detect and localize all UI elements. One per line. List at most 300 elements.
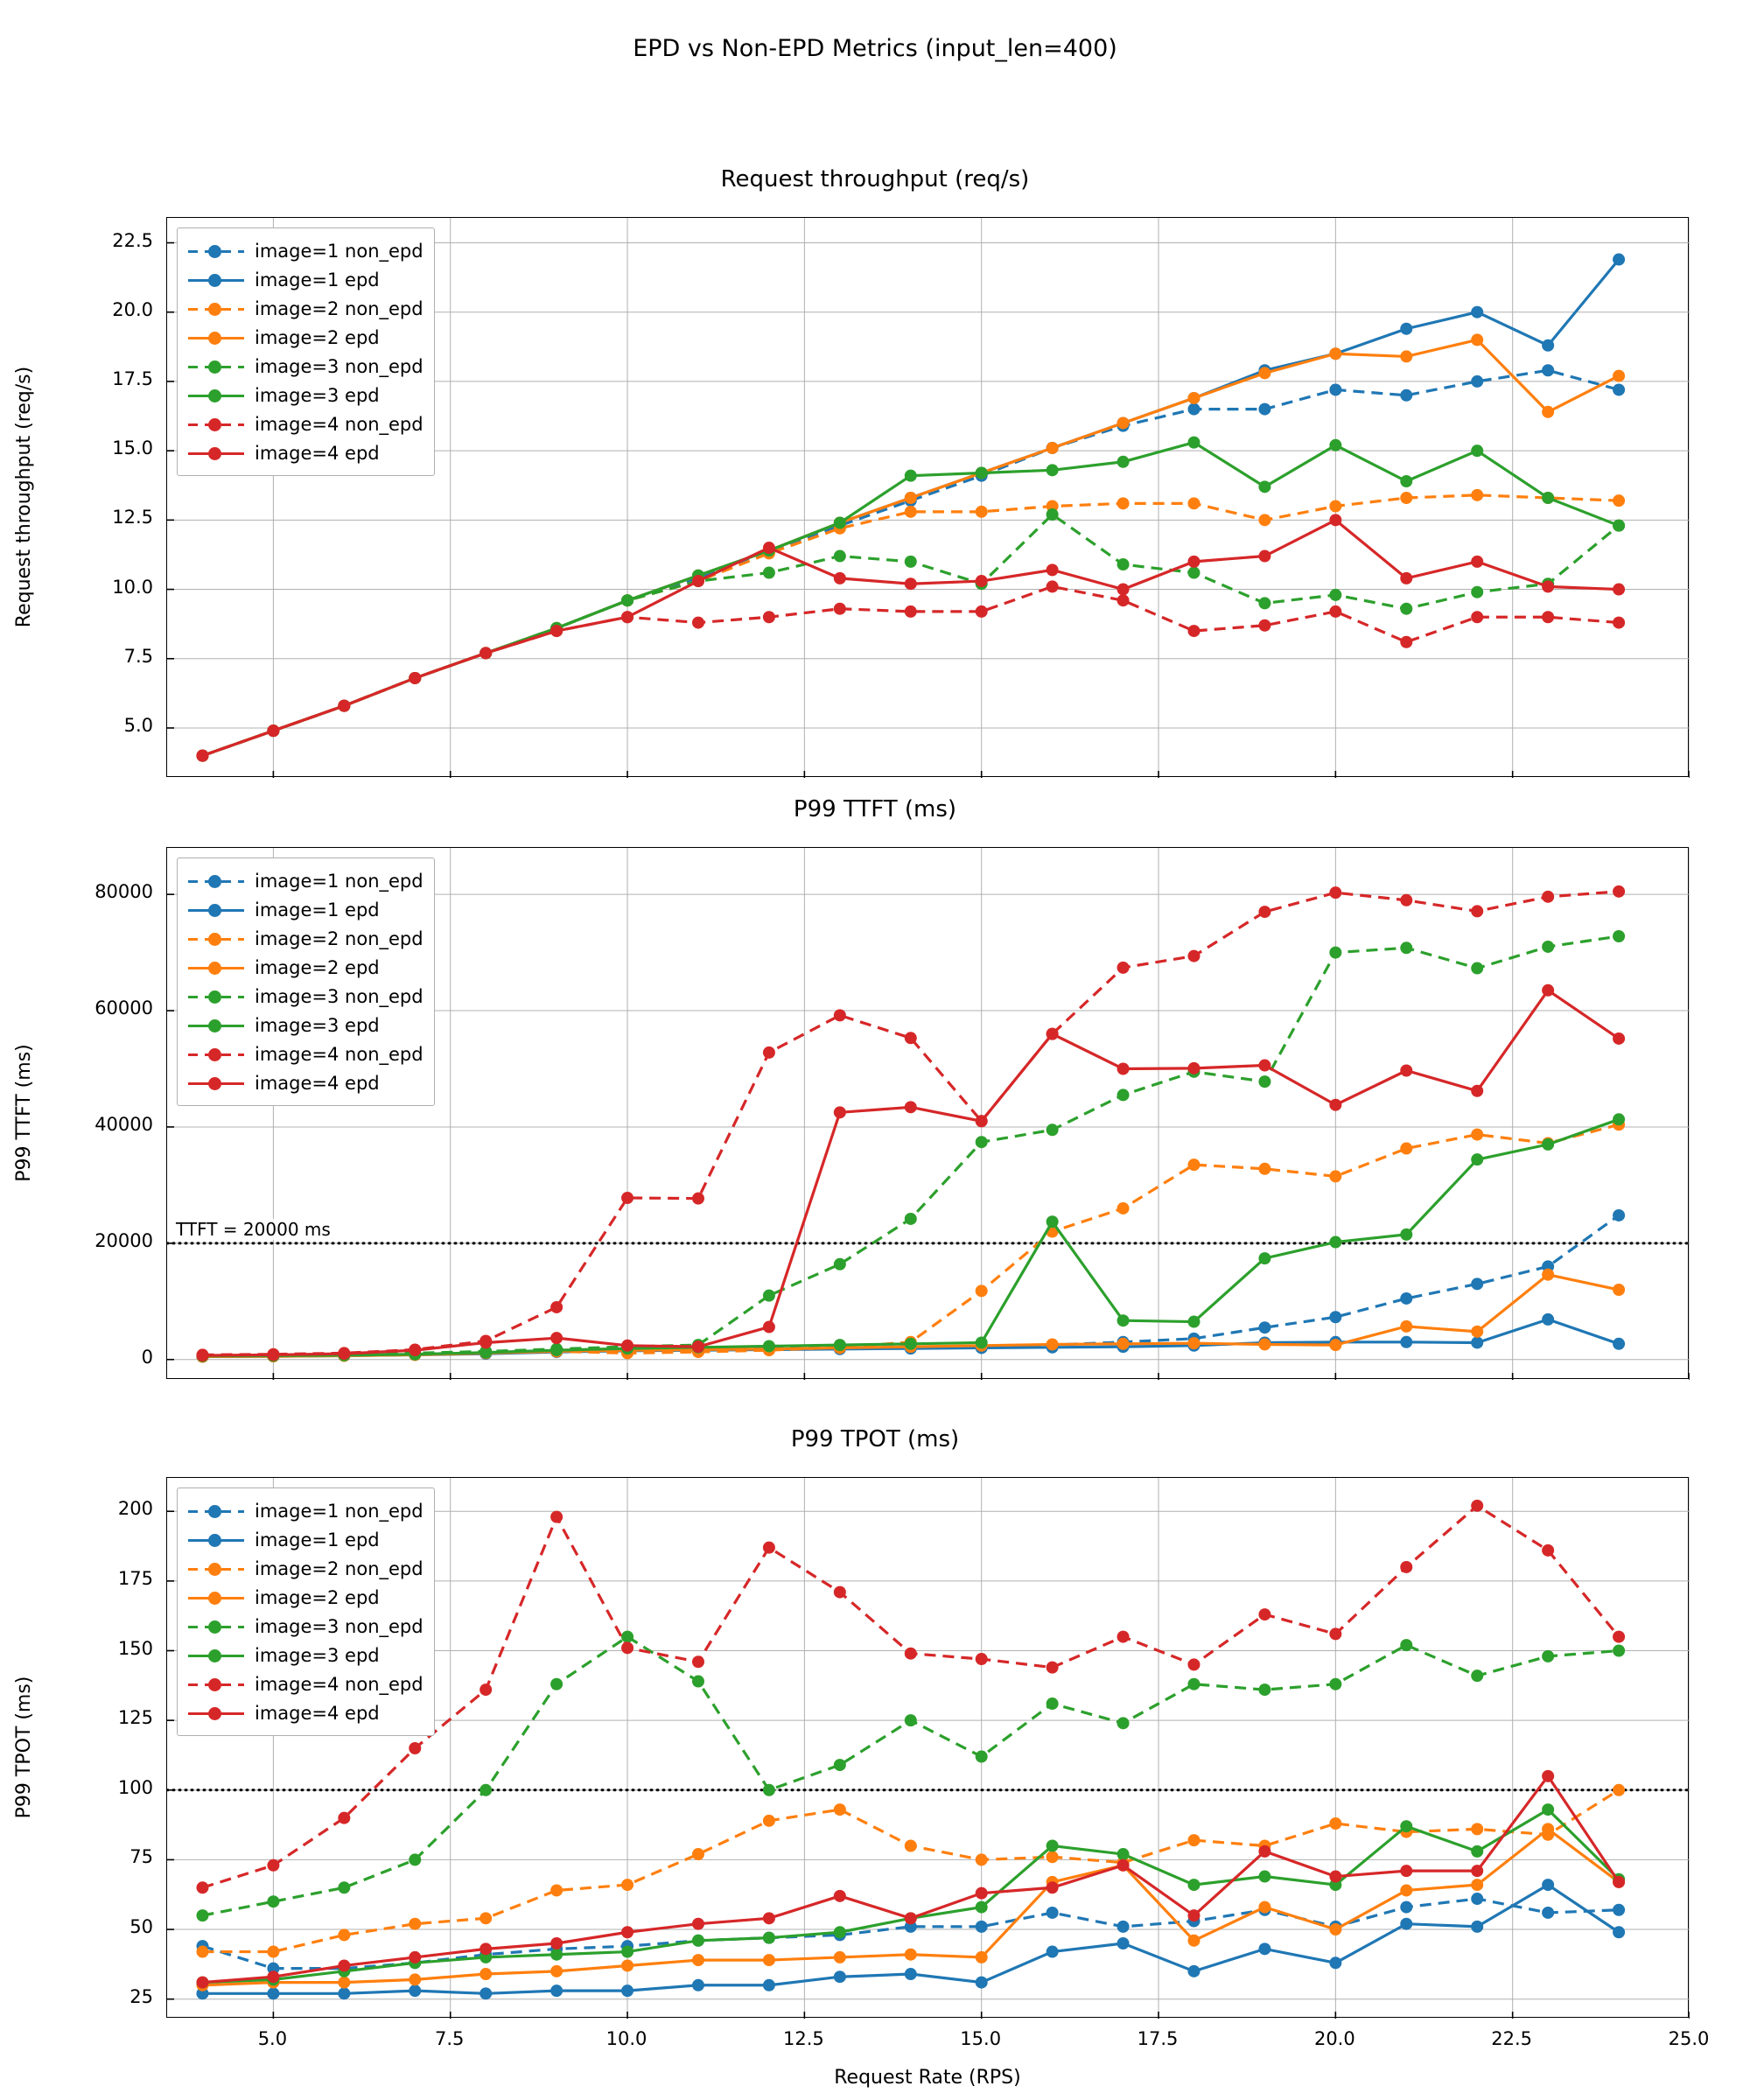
series-marker bbox=[480, 1784, 492, 1796]
series-marker bbox=[1117, 1937, 1130, 1950]
y-tick-label: 22.5 bbox=[112, 229, 153, 251]
series-marker bbox=[976, 1853, 988, 1866]
series-marker bbox=[834, 1803, 846, 1816]
series-marker bbox=[1613, 886, 1625, 898]
series-line bbox=[202, 495, 1619, 756]
legend-0 bbox=[177, 228, 435, 476]
series-marker bbox=[1117, 962, 1130, 974]
series-marker bbox=[1187, 392, 1200, 404]
series-marker bbox=[621, 1642, 634, 1654]
series-marker bbox=[976, 1751, 988, 1763]
series-marker bbox=[1613, 584, 1625, 596]
series-marker bbox=[1542, 1269, 1554, 1281]
y-tick-label: 20.0 bbox=[112, 298, 153, 320]
series-marker bbox=[976, 1653, 988, 1665]
legend-item[interactable] bbox=[188, 1040, 424, 1068]
series-marker bbox=[1471, 1879, 1483, 1891]
legend-item[interactable] bbox=[188, 1583, 424, 1612]
series-marker bbox=[905, 506, 917, 518]
legend-swatch bbox=[188, 1675, 244, 1694]
y-tick-label: 100 bbox=[117, 1776, 153, 1798]
series-marker bbox=[976, 1921, 988, 1933]
series-marker bbox=[905, 470, 917, 482]
series-marker bbox=[409, 1853, 421, 1866]
y-tick-label: 40000 bbox=[94, 1113, 153, 1135]
series-marker bbox=[1329, 1817, 1341, 1830]
series-marker bbox=[409, 1951, 421, 1964]
series-marker bbox=[1117, 1314, 1130, 1326]
legend-item[interactable] bbox=[188, 1068, 424, 1097]
legend-swatch bbox=[188, 386, 244, 405]
legend-item[interactable] bbox=[188, 1011, 424, 1040]
legend-item[interactable] bbox=[188, 236, 424, 265]
series-marker bbox=[1258, 1338, 1270, 1350]
legend-item[interactable] bbox=[188, 294, 424, 323]
series-marker bbox=[1471, 1153, 1483, 1166]
x-tick-label: 5.0 bbox=[257, 2028, 288, 2049]
legend-item[interactable] bbox=[188, 953, 424, 982]
series-marker bbox=[692, 1656, 704, 1668]
series-marker bbox=[1471, 444, 1483, 457]
legend-item[interactable] bbox=[188, 1641, 424, 1670]
series-marker bbox=[267, 1946, 279, 1958]
series-marker bbox=[409, 1742, 421, 1754]
series-marker bbox=[905, 1213, 917, 1225]
series-marker bbox=[905, 1949, 917, 1961]
series-marker bbox=[1542, 340, 1554, 352]
series-marker bbox=[1542, 1770, 1554, 1782]
series-marker bbox=[196, 1946, 208, 1958]
series-marker bbox=[1117, 1202, 1130, 1214]
series-marker bbox=[692, 1979, 704, 1992]
series-marker bbox=[976, 1901, 988, 1914]
series-marker bbox=[1400, 475, 1412, 487]
series-marker bbox=[976, 1136, 988, 1148]
series-marker bbox=[1329, 589, 1341, 601]
series-marker bbox=[1400, 1561, 1412, 1573]
legend-item[interactable] bbox=[188, 1698, 424, 1727]
series-marker bbox=[480, 647, 492, 659]
series-marker bbox=[1613, 930, 1625, 942]
series-marker bbox=[1187, 1337, 1200, 1349]
series-marker bbox=[1542, 1907, 1554, 1919]
series-marker bbox=[1329, 1099, 1341, 1111]
legend-1 bbox=[177, 858, 435, 1106]
series-marker bbox=[621, 1631, 634, 1643]
legend-swatch bbox=[188, 987, 244, 1006]
series-marker bbox=[834, 1339, 846, 1351]
legend-swatch bbox=[188, 444, 244, 463]
panel-title-2: P99 TPOT (ms) bbox=[790, 1426, 960, 1452]
legend-label: image=1 non_epd bbox=[255, 240, 424, 262]
series-marker bbox=[1046, 1215, 1059, 1228]
series-marker bbox=[1400, 1884, 1412, 1896]
series-marker bbox=[1329, 500, 1341, 513]
series-marker bbox=[1329, 347, 1341, 360]
series-marker bbox=[1471, 1336, 1483, 1348]
legend-swatch bbox=[188, 415, 244, 434]
series-marker bbox=[550, 1937, 563, 1950]
legend-label: image=1 epd bbox=[255, 269, 380, 290]
series-marker bbox=[692, 1848, 704, 1860]
series-marker bbox=[1046, 1907, 1059, 1919]
series-marker bbox=[1613, 1032, 1625, 1045]
series-marker bbox=[1187, 1935, 1200, 1947]
series-marker bbox=[1187, 437, 1200, 449]
series-marker bbox=[834, 1970, 846, 1983]
series-marker bbox=[1542, 1138, 1554, 1151]
series-marker bbox=[1046, 1881, 1059, 1894]
series-marker bbox=[1400, 350, 1412, 362]
series-marker bbox=[550, 1678, 563, 1690]
legend-swatch bbox=[188, 1617, 244, 1636]
series-marker bbox=[1117, 1848, 1130, 1860]
series-marker bbox=[1400, 1336, 1412, 1348]
series-marker bbox=[1542, 611, 1554, 623]
legend-item[interactable] bbox=[188, 1554, 424, 1583]
legend-label: image=2 non_epd bbox=[255, 1558, 424, 1579]
series-marker bbox=[1613, 383, 1625, 396]
legend-item[interactable] bbox=[188, 924, 424, 953]
series-marker bbox=[834, 1951, 846, 1964]
y-tick-label: 0 bbox=[141, 1346, 153, 1368]
legend-item[interactable] bbox=[188, 895, 424, 924]
legend-item[interactable] bbox=[188, 866, 424, 895]
legend-item[interactable] bbox=[188, 1496, 424, 1525]
legend-label: image=1 non_epd bbox=[255, 870, 424, 892]
series-marker bbox=[1046, 1338, 1059, 1350]
x-tick-label: 17.5 bbox=[1137, 2028, 1179, 2049]
series-marker bbox=[1542, 1803, 1554, 1816]
y-tick-label: 200 bbox=[117, 1498, 153, 1520]
series-marker bbox=[1258, 1901, 1270, 1914]
series-marker bbox=[1258, 1608, 1270, 1620]
y-tick-label: 75 bbox=[130, 1846, 153, 1868]
series-marker bbox=[976, 1336, 988, 1348]
series-marker bbox=[834, 1586, 846, 1599]
series-marker bbox=[692, 1918, 704, 1930]
legend-label: image=1 non_epd bbox=[255, 1500, 424, 1522]
y-tick-label: 60000 bbox=[94, 998, 153, 1019]
x-tick-label: 25.0 bbox=[1668, 2028, 1710, 2049]
series-marker bbox=[409, 1984, 421, 1997]
series-marker bbox=[1329, 1923, 1341, 1936]
legend-label: image=2 non_epd bbox=[255, 928, 424, 949]
legend-item[interactable] bbox=[188, 438, 424, 467]
series-marker bbox=[763, 1979, 775, 1992]
x-tick-label: 7.5 bbox=[435, 2028, 465, 2049]
series-marker bbox=[1187, 1965, 1200, 1978]
legend-swatch bbox=[188, 958, 244, 977]
series-marker bbox=[409, 1973, 421, 1985]
series-marker bbox=[1613, 1784, 1625, 1796]
series-marker bbox=[1258, 1060, 1270, 1072]
legend-label: image=4 non_epd bbox=[255, 1043, 424, 1065]
series-marker bbox=[267, 1895, 279, 1908]
series-marker bbox=[1258, 597, 1270, 609]
series-marker bbox=[1258, 1942, 1270, 1955]
series-marker bbox=[1471, 1085, 1483, 1097]
series-marker bbox=[1400, 1143, 1412, 1155]
series-marker bbox=[1258, 1163, 1270, 1175]
legend-label: image=3 epd bbox=[255, 384, 380, 406]
series-marker bbox=[1471, 333, 1483, 346]
series-marker bbox=[692, 1676, 704, 1688]
series-marker bbox=[1613, 1645, 1625, 1657]
series-line bbox=[202, 443, 1619, 756]
series-marker bbox=[550, 1511, 563, 1523]
series-marker bbox=[621, 1946, 634, 1958]
series-marker bbox=[834, 1106, 846, 1118]
series-marker bbox=[976, 1977, 988, 1989]
legend-item[interactable] bbox=[188, 381, 424, 410]
series-marker bbox=[905, 1968, 917, 1980]
series-marker bbox=[480, 1968, 492, 1980]
series-marker bbox=[976, 575, 988, 587]
series-marker bbox=[1258, 906, 1270, 918]
series-marker bbox=[1258, 1252, 1270, 1264]
y-tick-label: 150 bbox=[117, 1637, 153, 1659]
series-marker bbox=[196, 1881, 208, 1894]
series-marker bbox=[267, 1348, 279, 1361]
series-marker bbox=[1187, 403, 1200, 416]
legend-item[interactable] bbox=[188, 323, 424, 352]
series-marker bbox=[834, 1890, 846, 1902]
series-marker bbox=[1471, 556, 1483, 568]
series-marker bbox=[1258, 1684, 1270, 1696]
series-marker bbox=[1187, 556, 1200, 568]
panel-title-1: P99 TTFT (ms) bbox=[793, 796, 957, 822]
series-marker bbox=[1400, 1918, 1412, 1930]
series-marker bbox=[1471, 1921, 1483, 1933]
series-marker bbox=[763, 1321, 775, 1334]
series-marker bbox=[905, 578, 917, 590]
series-marker bbox=[1046, 564, 1059, 576]
y-tick-label: 17.5 bbox=[112, 368, 153, 389]
series-marker bbox=[338, 700, 350, 712]
series-marker bbox=[1117, 1088, 1130, 1101]
legend-item[interactable] bbox=[188, 982, 424, 1011]
series-marker bbox=[550, 1949, 563, 1961]
series-marker bbox=[338, 1881, 350, 1894]
series-marker bbox=[905, 1648, 917, 1660]
series-marker bbox=[550, 1965, 563, 1978]
series-marker bbox=[1471, 306, 1483, 318]
series-marker bbox=[267, 1859, 279, 1872]
series-marker bbox=[1613, 254, 1625, 266]
series-marker bbox=[1613, 370, 1625, 382]
series-marker bbox=[621, 1984, 634, 1997]
series-marker bbox=[1329, 1678, 1341, 1690]
series-marker bbox=[1117, 1859, 1130, 1872]
legend-label: image=2 non_epd bbox=[255, 298, 424, 319]
series-marker bbox=[1400, 492, 1412, 504]
series-marker bbox=[196, 1909, 208, 1922]
legend-label: image=1 epd bbox=[255, 1529, 380, 1550]
series-marker bbox=[1046, 1124, 1059, 1136]
legend-label: image=3 non_epd bbox=[255, 1615, 424, 1637]
legend-item[interactable] bbox=[188, 1525, 424, 1554]
series-marker bbox=[1187, 567, 1200, 579]
y-tick-label: 10.0 bbox=[112, 576, 153, 598]
series-marker bbox=[763, 1340, 775, 1352]
series-marker bbox=[976, 1887, 988, 1900]
legend-swatch bbox=[188, 357, 244, 376]
series-marker bbox=[905, 556, 917, 568]
series-marker bbox=[1329, 886, 1341, 899]
legend-label: image=3 epd bbox=[255, 1644, 380, 1666]
series-marker bbox=[1400, 323, 1412, 335]
series-marker bbox=[338, 1977, 350, 1989]
legend-swatch bbox=[188, 929, 244, 948]
legend-item[interactable] bbox=[188, 352, 424, 381]
series-marker bbox=[1187, 950, 1200, 962]
series-marker bbox=[1046, 1698, 1059, 1710]
series-marker bbox=[550, 1332, 563, 1344]
series-marker bbox=[1613, 1338, 1625, 1350]
series-marker bbox=[763, 542, 775, 554]
series-marker bbox=[905, 1032, 917, 1044]
series-marker bbox=[1613, 1209, 1625, 1222]
series-marker bbox=[1471, 1865, 1483, 1877]
legend-item[interactable] bbox=[188, 1670, 424, 1698]
legend-label: image=4 epd bbox=[255, 1702, 380, 1724]
series-marker bbox=[480, 1684, 492, 1696]
series-marker bbox=[1471, 905, 1483, 917]
series-marker bbox=[1329, 1871, 1341, 1883]
series-marker bbox=[1258, 403, 1270, 416]
series-marker bbox=[480, 1336, 492, 1348]
series-marker bbox=[692, 1935, 704, 1947]
panel-title-0: Request throughput (req/s) bbox=[720, 166, 1030, 192]
series-marker bbox=[1471, 586, 1483, 598]
series-marker bbox=[1117, 1063, 1130, 1075]
series-marker bbox=[1258, 367, 1270, 379]
x-tick-label: 12.5 bbox=[782, 2028, 824, 2049]
series-marker bbox=[1117, 1338, 1130, 1350]
y-tick-label: 20000 bbox=[94, 1229, 153, 1251]
series-marker bbox=[1400, 1901, 1412, 1914]
series-marker bbox=[1542, 1544, 1554, 1557]
series-marker bbox=[1542, 1313, 1554, 1326]
y-tick-label: 175 bbox=[117, 1567, 153, 1589]
x-axis-label: Request Rate (RPS) bbox=[834, 2067, 1021, 2089]
series-marker bbox=[621, 594, 634, 606]
series-marker bbox=[550, 1344, 563, 1356]
series-marker bbox=[338, 1928, 350, 1941]
legend-swatch bbox=[188, 1074, 244, 1093]
series-marker bbox=[1117, 558, 1130, 570]
series-marker bbox=[1471, 611, 1483, 623]
series-marker bbox=[834, 603, 846, 615]
series-marker bbox=[763, 1954, 775, 1966]
series-marker bbox=[550, 1984, 563, 1997]
series-marker bbox=[692, 1340, 704, 1353]
series-marker bbox=[1542, 406, 1554, 418]
series-marker bbox=[763, 1542, 775, 1554]
series-marker bbox=[1400, 1865, 1412, 1877]
series-line bbox=[202, 514, 1619, 756]
series-marker bbox=[1400, 942, 1412, 954]
series-marker bbox=[763, 1815, 775, 1827]
series-marker bbox=[905, 606, 917, 618]
legend-label: image=4 epd bbox=[255, 1072, 380, 1094]
series-marker bbox=[1471, 1129, 1483, 1141]
series-marker bbox=[1046, 508, 1059, 521]
series-marker bbox=[621, 1959, 634, 1971]
legend-label: image=4 non_epd bbox=[255, 413, 424, 435]
series-marker bbox=[834, 1258, 846, 1270]
series-marker bbox=[338, 1348, 350, 1360]
series-marker bbox=[409, 1918, 421, 1930]
x-tick-label: 15.0 bbox=[960, 2028, 1002, 2049]
legend-swatch bbox=[188, 1704, 244, 1723]
legend-swatch bbox=[188, 1045, 244, 1064]
series-marker bbox=[1117, 584, 1130, 596]
legend-label: image=2 epd bbox=[255, 1586, 380, 1608]
series-marker bbox=[621, 1340, 634, 1352]
series-marker bbox=[1187, 1658, 1200, 1670]
legend-swatch bbox=[188, 299, 244, 318]
series-marker bbox=[1471, 1278, 1483, 1290]
series-marker bbox=[1542, 364, 1554, 376]
series-marker bbox=[1258, 514, 1270, 526]
legend-item[interactable] bbox=[188, 265, 424, 294]
series-marker bbox=[834, 1009, 846, 1021]
legend-swatch bbox=[188, 900, 244, 920]
series-marker bbox=[1187, 1316, 1200, 1328]
legend-label: image=4 epd bbox=[255, 442, 380, 464]
series-marker bbox=[1329, 606, 1341, 618]
series-marker bbox=[1258, 1321, 1270, 1334]
series-marker bbox=[1329, 439, 1341, 452]
series-marker bbox=[1187, 1909, 1200, 1922]
series-marker bbox=[1542, 1879, 1554, 1891]
legend-swatch bbox=[188, 1559, 244, 1578]
series-marker bbox=[1117, 416, 1130, 429]
series-marker bbox=[1046, 442, 1059, 454]
series-marker bbox=[1329, 1236, 1341, 1249]
legend-item[interactable] bbox=[188, 1612, 424, 1641]
x-tick-label: 20.0 bbox=[1313, 2028, 1355, 2049]
series-marker bbox=[834, 572, 846, 584]
series-marker bbox=[1471, 1500, 1483, 1512]
x-tick-label: 22.5 bbox=[1491, 2028, 1533, 2049]
series-marker bbox=[1471, 962, 1483, 975]
series-marker bbox=[1046, 1028, 1059, 1040]
series-marker bbox=[1258, 550, 1270, 563]
legend-item[interactable] bbox=[188, 410, 424, 438]
series-marker bbox=[1329, 1956, 1341, 1969]
legend-swatch bbox=[188, 242, 244, 261]
y-tick-label: 12.5 bbox=[112, 507, 153, 528]
series-marker bbox=[976, 466, 988, 479]
series-marker bbox=[1542, 941, 1554, 953]
series-marker bbox=[1613, 1631, 1625, 1643]
series-marker bbox=[1542, 1650, 1554, 1662]
series-marker bbox=[1542, 492, 1554, 504]
series-marker bbox=[1329, 1170, 1341, 1182]
series-marker bbox=[763, 567, 775, 579]
series-marker bbox=[905, 1101, 917, 1113]
legend-label: image=2 epd bbox=[255, 326, 380, 348]
series-marker bbox=[1613, 1876, 1625, 1888]
series-marker bbox=[1117, 594, 1130, 606]
series-marker bbox=[621, 1926, 634, 1938]
series-marker bbox=[338, 1812, 350, 1824]
series-marker bbox=[1187, 1158, 1200, 1171]
series-marker bbox=[621, 1192, 634, 1204]
